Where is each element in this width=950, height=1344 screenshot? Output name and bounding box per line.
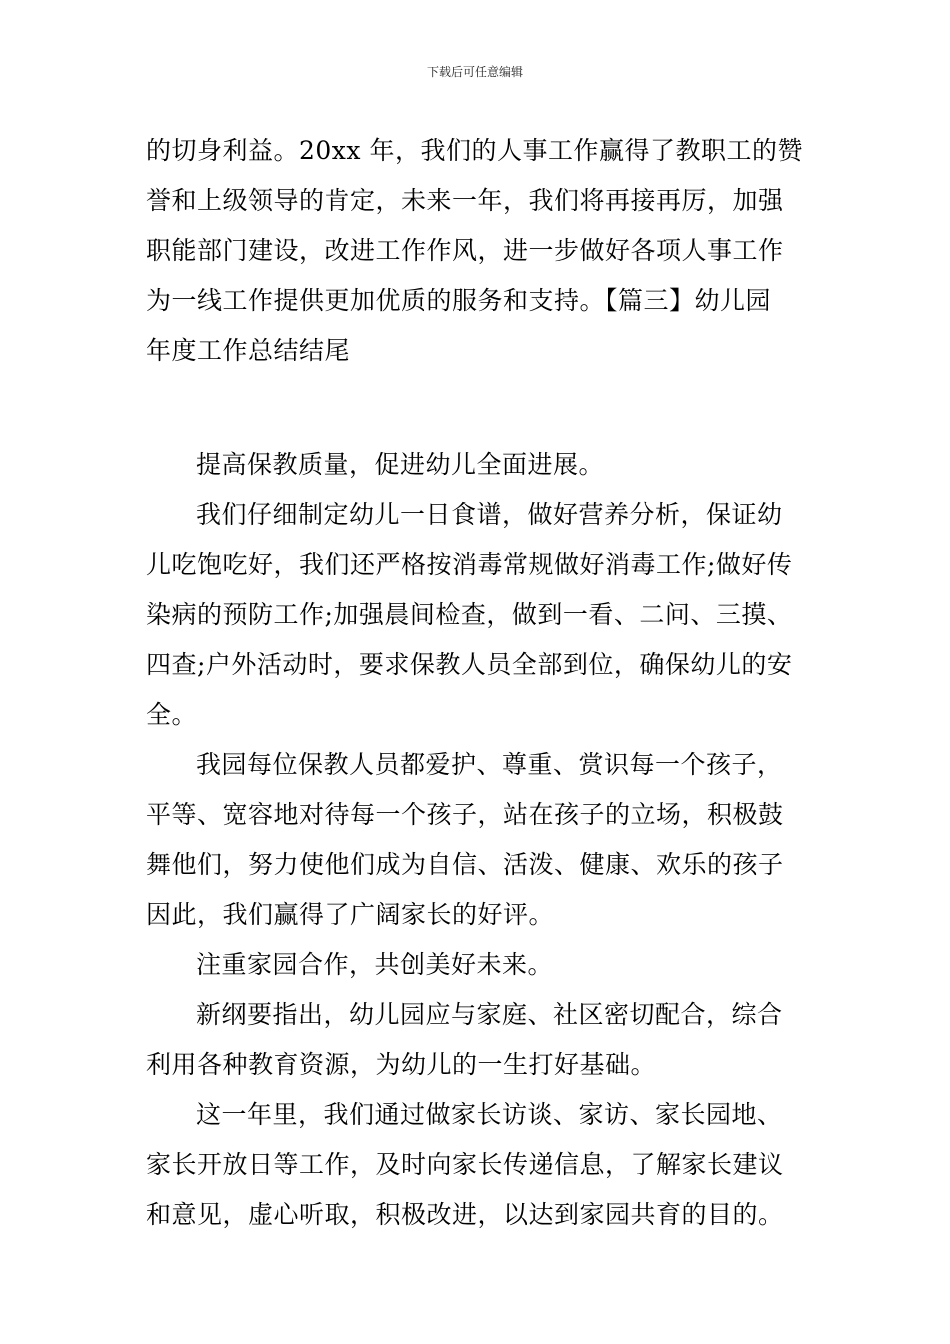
document-body bbox=[146, 126, 808, 1240]
paragraph-start: 我园每位保教人员都爱护、尊重、赏识每一个孩子， bbox=[196, 750, 783, 779]
text-line: 平等、宽容地对待每一个孩子，站在孩子的立场，积极鼓 bbox=[146, 800, 784, 829]
paragraph-heading: 注重家园合作，共创美好未来。 bbox=[196, 950, 554, 979]
page-header-note: 下载后可任意编辑 bbox=[426, 65, 523, 79]
paragraph-gap bbox=[146, 376, 808, 440]
paragraph-heading: 提高保教质量，促进幼儿全面进展。 bbox=[196, 450, 605, 479]
text-line: 誉和上级领导的肯定，未来一年，我们将再接再厉，加强 bbox=[146, 186, 784, 215]
text-line: 为一线工作提供更加优质的服务和支持。【篇三】幼儿园 bbox=[146, 286, 772, 315]
text-line: 利用各种教育资源，为幼儿的一生打好基础。 bbox=[146, 1050, 657, 1079]
paragraph-start: 新纲要指出，幼儿园应与家庭、社区密切配合，综合 bbox=[196, 1000, 783, 1029]
section-title-line: 年度工作总结结尾 bbox=[146, 336, 351, 365]
text-line: 舞他们，努力使他们成为自信、活泼、健康、欢乐的孩子 bbox=[146, 850, 784, 879]
text-line: 四查;户外活动时，要求保教人员全部到位，确保幼儿的安 bbox=[146, 650, 793, 679]
text-line: 的切身利益。20xx 年，我们的人事工作赢得了教职工的赞 bbox=[146, 136, 803, 165]
text-line: 因此，我们赢得了广阔家长的好评。 bbox=[146, 900, 555, 929]
paragraph-start: 我们仔细制定幼儿一日食谱，做好营养分析，保证幼 bbox=[196, 500, 783, 529]
text-line: 染病的预防工作;加强晨间检查，做到一看、二问、三摸、 bbox=[146, 600, 793, 629]
text-line: 家长开放日等工作，及时向家长传递信息，了解家长建议 bbox=[146, 1150, 784, 1179]
text-line: 儿吃饱吃好，我们还严格按消毒常规做好消毒工作;做好传 bbox=[146, 550, 793, 579]
text-line: 全。 bbox=[146, 700, 198, 729]
text-line: 职能部门建设，改进工作作风，进一步做好各项人事工作 bbox=[146, 236, 784, 265]
paragraph-start: 这一年里，我们通过做家长访谈、家访、家长园地、 bbox=[196, 1100, 783, 1129]
text-line: 和意见，虚心听取，积极改进，以达到家园共育的目的。 bbox=[146, 1200, 784, 1229]
